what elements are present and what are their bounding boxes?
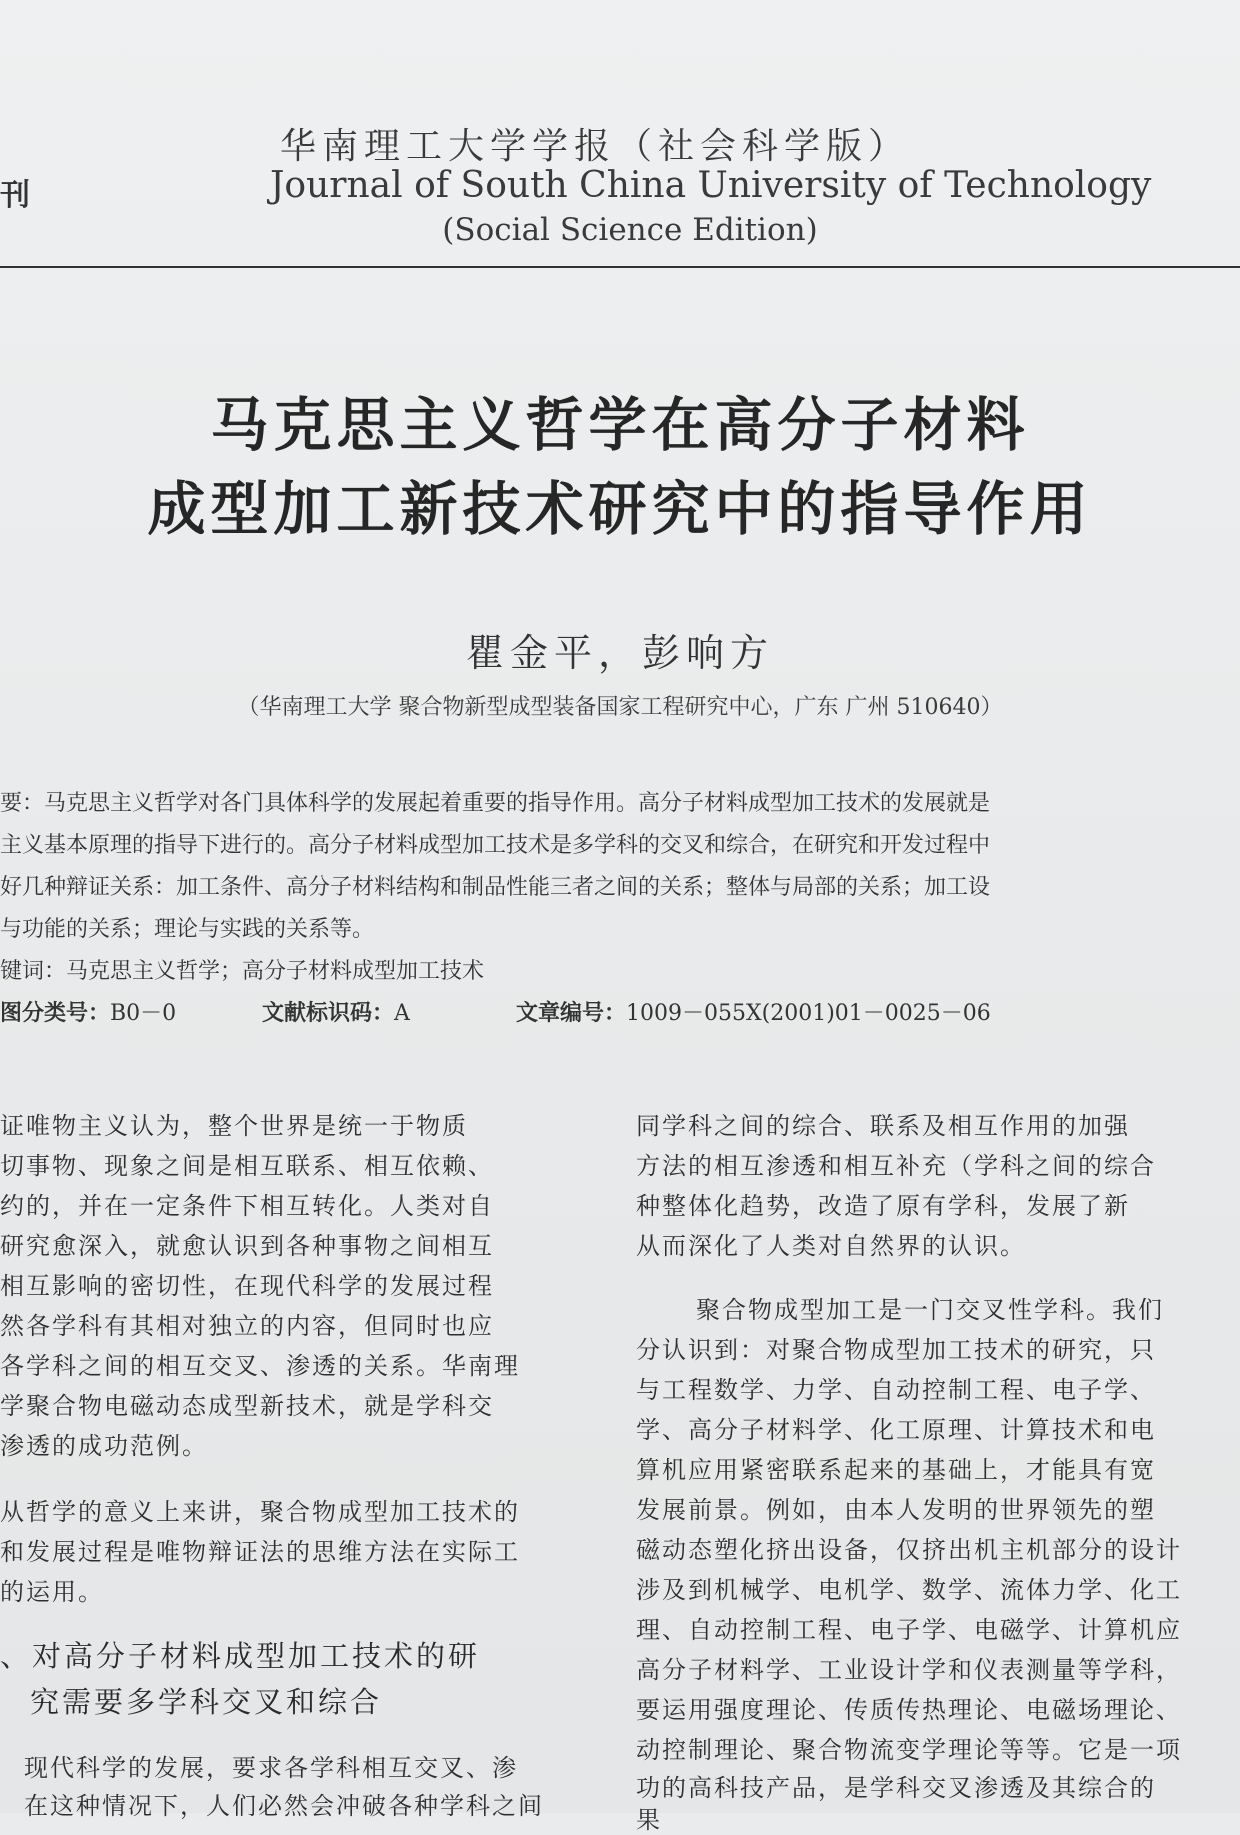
article-number-value: 1009－055X(2001)01－0025－06 [626,1001,991,1026]
body-line: 高分子材料学、工业设计学和仪表测量等学科， [636,1656,1182,1684]
document-code-value: A [394,1001,410,1026]
author-names: 瞿金平，彭响方 [465,631,774,675]
body-line: 和发展过程是唯物辩证法的思维方法在实际工 [0,1538,520,1566]
body-line: 理、自动控制工程、电子学、电磁学、计算机应 [636,1616,1182,1644]
body-line: 现代科学的发展，要求各学科相互交叉、渗 [24,1754,518,1782]
section-heading-line-1: 、对高分子材料成型加工技术的研 [0,1639,481,1673]
article-number [516,996,991,1027]
body-line: 学聚合物电磁动态成型新技术，就是学科交 [0,1392,494,1420]
body-line: 在这种情况下，人们必然会冲破各种学科之间 [24,1792,544,1820]
abstract-line: 要：马克思主义哲学对各门具体科学的发展起着重要的指导作用。高分子材料成型加工技术的发展就是 [0,791,991,816]
author-affiliation: （华南理工大学 聚合物新型成型装备国家工程研究中心，广东 广州 510640） [237,695,1003,720]
journal-title-en: Journal of South China University of Technology [270,165,1152,206]
journal-title-cn: 华南理工大学学报（社会科学版） [280,126,911,167]
document-code [262,996,410,1027]
body-line: 约的，并在一定条件下相互转化。人类对自 [0,1192,494,1220]
body-line: 涉及到机械学、电机学、数学、流体力学、化工 [636,1576,1182,1604]
section-heading-line-2: 究需要多学科交叉和综合 [30,1685,383,1719]
body-line: 方法的相互渗透和相互补充（学科之间的综合 [636,1152,1156,1180]
body-line: 种整体化趋势，改造了原有学科，发展了新 [636,1192,1130,1220]
body-line: 要运用强度理论、传质传热理论、电磁场理论、 [636,1696,1182,1724]
body-line: 相互影响的密切性，在现代科学的发展过程 [0,1272,494,1300]
body-line: 同学科之间的综合、联系及相互作用的加强 [636,1112,1130,1140]
body-line: 研究愈深入，就愈认识到各种事物之间相互 [0,1232,494,1260]
body-line: 切事物、现象之间是相互联系、相互依赖、 [0,1152,494,1180]
keywords-line: 键词：马克思主义哲学；高分子材料成型加工技术 [0,959,485,984]
body-line: 从而深化了人类对自然界的认识。 [636,1232,1026,1260]
classification-value: B0－0 [110,1001,177,1026]
body-line: 然各学科有其相对独立的内容，但同时也应 [0,1312,494,1340]
classification-number [0,996,176,1027]
body-line: 学、高分子材料学、化工原理、计算技术和电 [636,1416,1156,1444]
body-line: 的运用。 [0,1578,104,1606]
abstract-line: 主义基本原理的指导下进行的。高分子材料成型加工技术是多学科的交叉和综合，在研究和开发过程中 [0,833,991,858]
abstract-line: 与功能的关系；理论与实践的关系等。 [0,917,375,942]
body-line: 与工程数学、力学、自动控制工程、电子学、 [636,1376,1156,1404]
page-edge-fragment: 刊 [0,178,30,213]
article-title-line-1: 马克思主义哲学在高分子材料 [210,391,1030,459]
body-line: 果 [636,1806,662,1834]
abstract-line: 好几种辩证关系：加工条件、高分子材料结构和制品性能三者之间的关系；整体与局部的关系；加工设 [0,875,991,900]
document-code-label: 文献标识码： [262,1000,395,1026]
body-line: 功的高科技产品，是学科交叉渗透及其综合的 [636,1774,1156,1802]
body-line: 算机应用紧密联系起来的基础上，才能具有宽 [636,1456,1156,1484]
body-line: 磁动态塑化挤出设备，仅挤出机主机部分的设计 [636,1536,1182,1564]
article-number-label: 文章编号： [516,1000,627,1026]
body-line: 从哲学的意义上来讲，聚合物成型加工技术的 [0,1498,520,1526]
body-line: 动控制理论、聚合物流变学理论等等。它是一项 [636,1736,1182,1764]
article-title-line-2: 成型加工新技术研究中的指导作用 [147,475,1093,543]
body-line: 分认识到：对聚合物成型加工技术的研究，只 [636,1336,1156,1364]
header-rule [0,266,1240,268]
journal-edition: (Social Science Edition) [442,212,818,248]
body-line: 发展前景。例如，由本人发明的世界领先的塑 [636,1496,1156,1524]
classification-label: 图分类号： [0,1000,111,1026]
body-line: 聚合物成型加工是一门交叉性学科。我们 [696,1296,1164,1324]
body-line: 渗透的成功范例。 [0,1432,208,1460]
body-line: 各学科之间的相互交叉、渗透的关系。华南理 [0,1352,520,1380]
body-line: 证唯物主义认为，整个世界是统一于物质 [0,1112,468,1140]
